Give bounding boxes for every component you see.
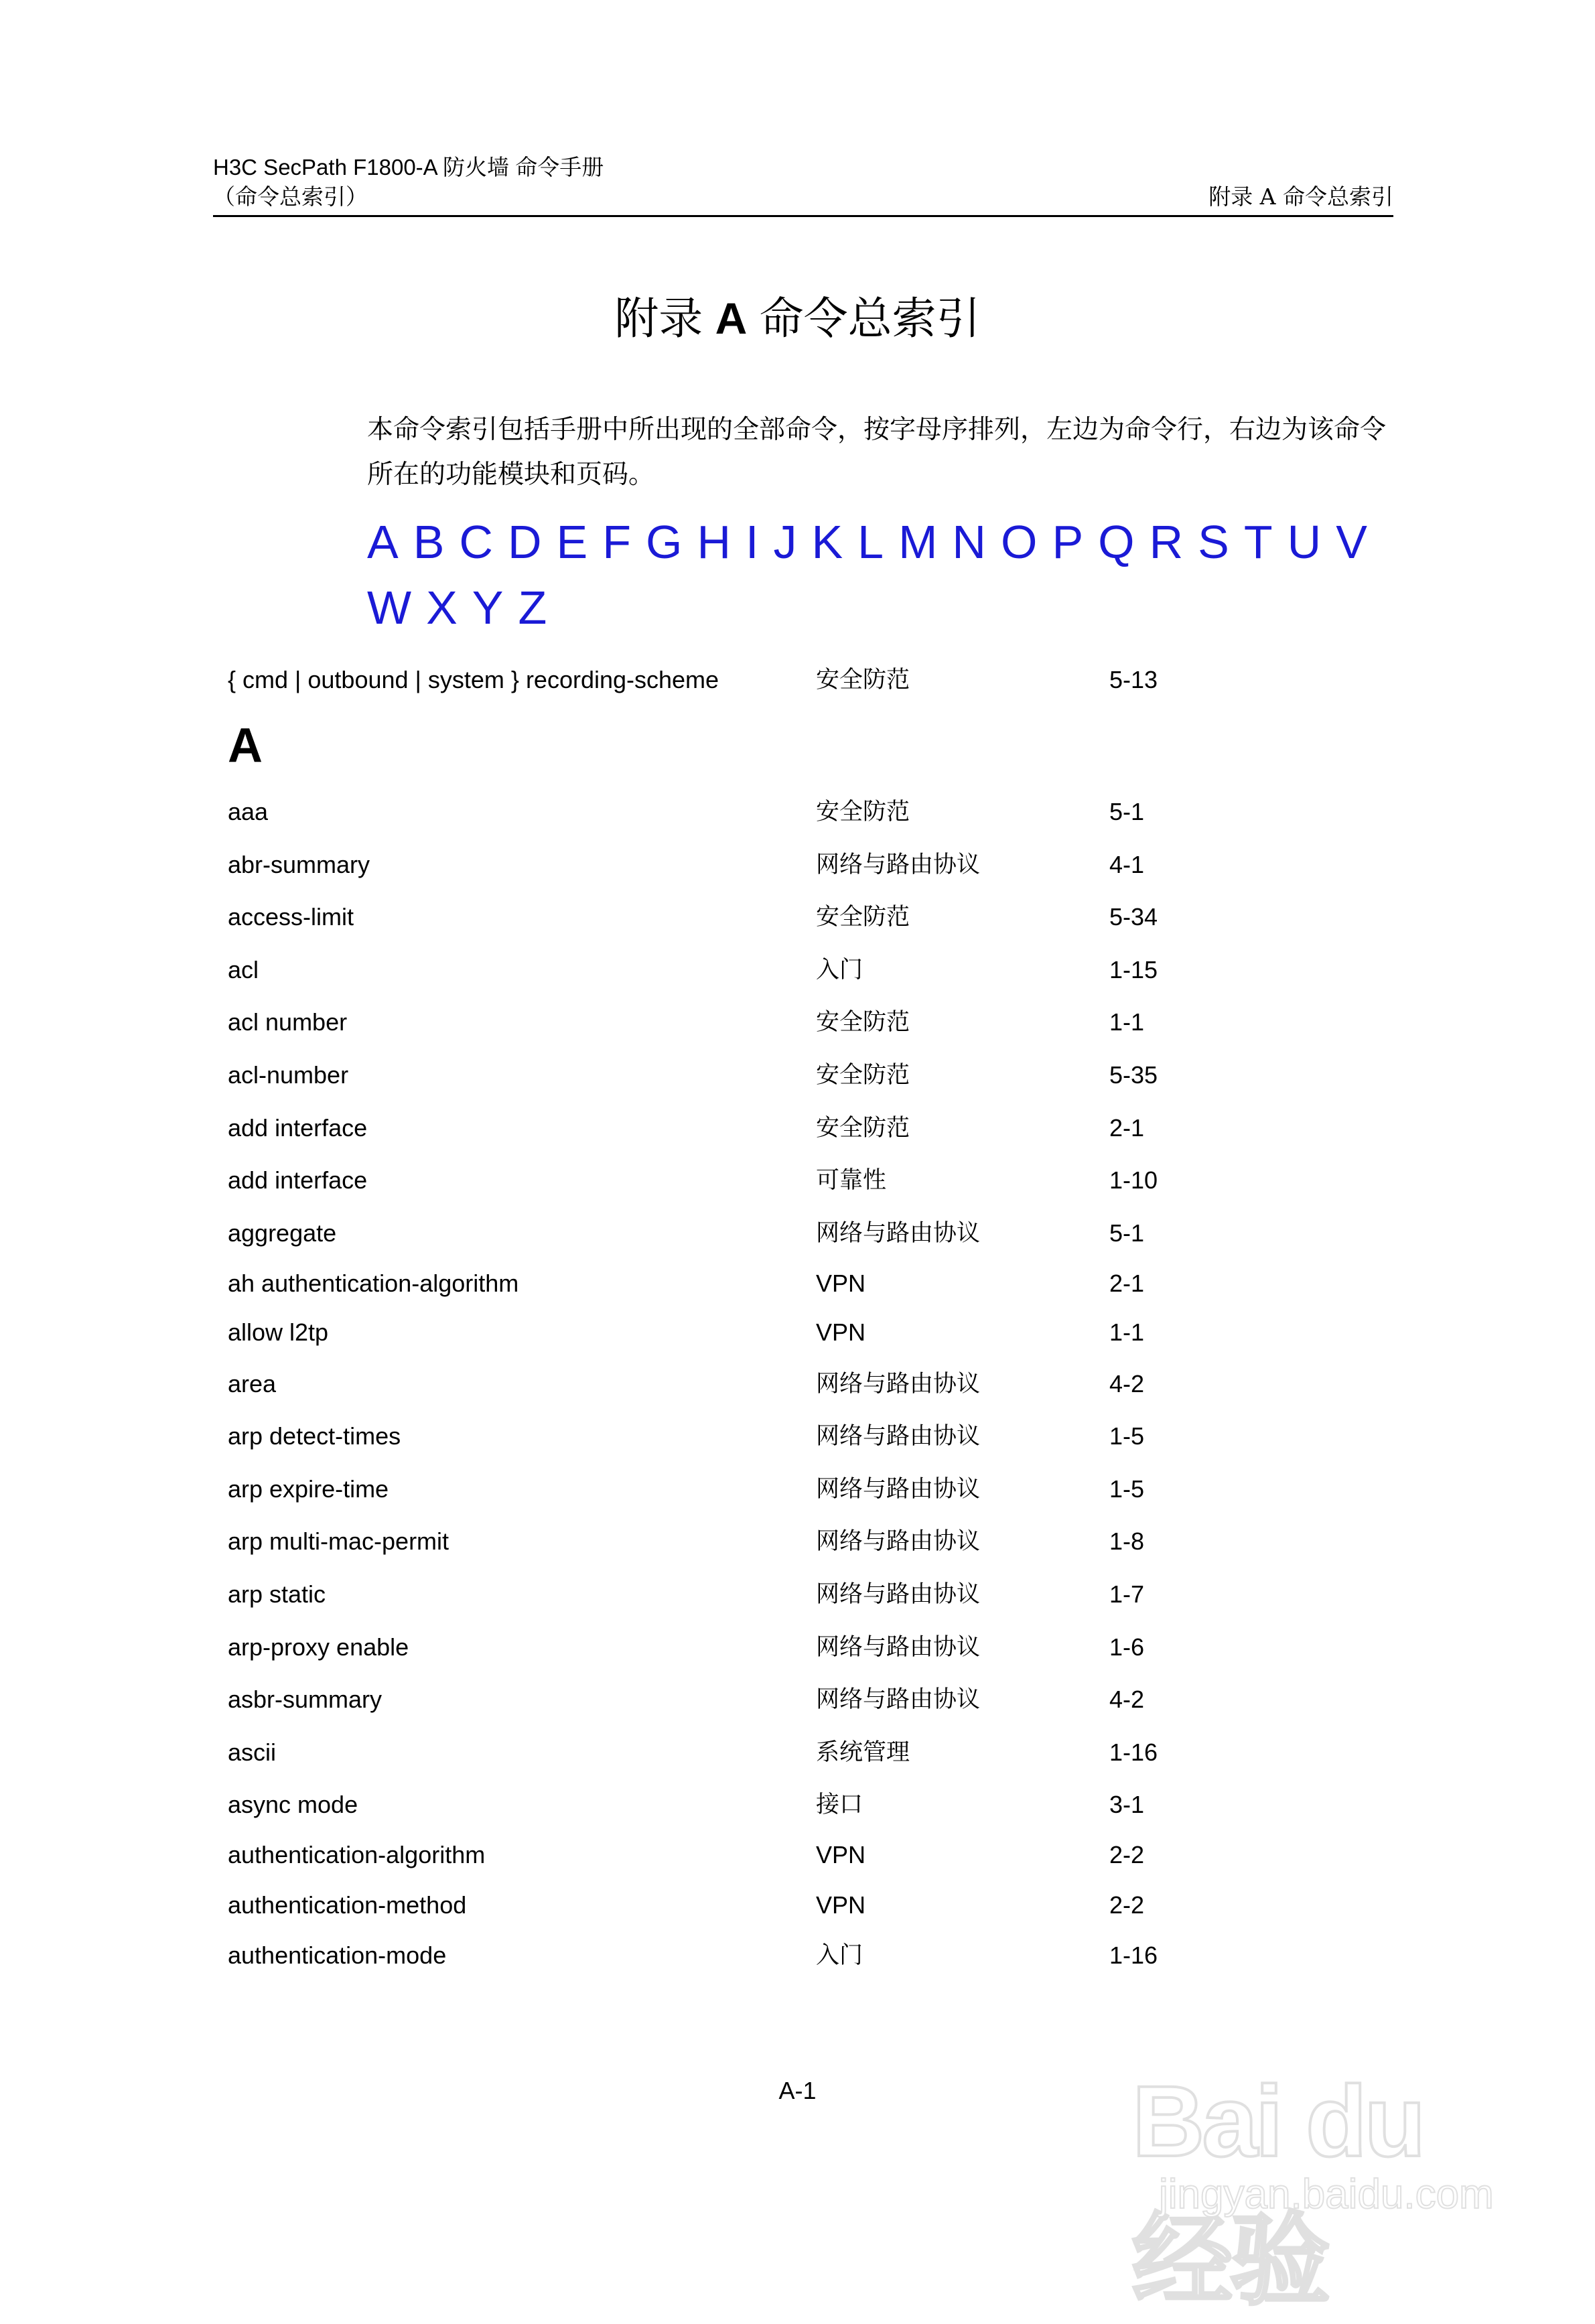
- alphabet-link-t[interactable]: T: [1243, 516, 1273, 568]
- page-number: 5-1: [1109, 1219, 1145, 1247]
- module-name: 安全防范: [816, 1115, 910, 1142]
- page-number: 2-2: [1109, 1891, 1145, 1919]
- page-number: 1-5: [1109, 1475, 1145, 1503]
- module-name: 网络与路由协议: [816, 1220, 981, 1247]
- module-name: 安全防范: [816, 799, 910, 825]
- page-number: 1-1: [1109, 1008, 1145, 1036]
- header-subtitle: （命令总索引）: [213, 184, 368, 210]
- alphabet-link-d[interactable]: D: [507, 516, 542, 568]
- module-name: 入门: [816, 1942, 863, 1969]
- command-name: aaa: [228, 798, 269, 825]
- alphabet-link-p[interactable]: P: [1052, 516, 1084, 568]
- alphabet-link-n[interactable]: N: [952, 516, 986, 568]
- command-name: ah authentication-algorithm: [228, 1270, 519, 1297]
- command-name: acl: [228, 956, 259, 983]
- table-row: [228, 900, 1367, 934]
- alphabet-link-i[interactable]: I: [746, 516, 759, 568]
- command-name: allow l2tp: [228, 1318, 329, 1346]
- alphabet-link-h[interactable]: H: [697, 516, 732, 568]
- page-number: 5-13: [1109, 666, 1158, 693]
- title-letter: A: [715, 293, 748, 343]
- command-name: acl-number: [228, 1061, 349, 1089]
- page-number: 4-2: [1109, 1370, 1145, 1397]
- command-name: authentication-mode: [228, 1941, 447, 1969]
- command-name: arp detect-times: [228, 1422, 401, 1450]
- alphabet-link-y[interactable]: Y: [472, 582, 504, 634]
- module-name: 网络与路由协议: [816, 1423, 981, 1450]
- table-row: [228, 1316, 1367, 1349]
- command-name: authentication-method: [228, 1891, 467, 1919]
- alphabet-index: [367, 509, 1402, 640]
- alphabet-link-j[interactable]: J: [773, 516, 797, 568]
- header-manual-title: H3C SecPath F1800-A 防火墙 命令手册: [213, 155, 604, 180]
- page-number: 2-1: [1109, 1114, 1145, 1142]
- table-row: [228, 1367, 1367, 1401]
- alphabet-link-a[interactable]: A: [367, 516, 399, 568]
- page-footer-number: A-1: [778, 2077, 817, 2104]
- page-number: 1-16: [1109, 1941, 1158, 1969]
- page-number: 3-1: [1109, 1791, 1145, 1818]
- running-header: [213, 153, 1393, 212]
- page-number: 1-8: [1109, 1527, 1145, 1555]
- page-number: 5-35: [1109, 1061, 1158, 1089]
- alphabet-link-s[interactable]: S: [1198, 516, 1229, 568]
- table-row: [228, 1164, 1367, 1197]
- section-heading-a: A: [228, 719, 263, 772]
- module-name: 接口: [816, 1791, 863, 1818]
- module-name: VPN: [816, 1318, 866, 1346]
- alphabet-link-e[interactable]: E: [556, 516, 588, 568]
- alphabet-link-z[interactable]: Z: [518, 582, 547, 634]
- alphabet-link-f[interactable]: F: [602, 516, 631, 568]
- command-name: arp multi-mac-permit: [228, 1527, 449, 1555]
- module-name: 网络与路由协议: [816, 1476, 981, 1503]
- module-name: 网络与路由协议: [816, 1686, 981, 1713]
- page-number: 1-16: [1109, 1738, 1158, 1766]
- table-row: [228, 1473, 1367, 1506]
- module-name: 安全防范: [816, 904, 910, 931]
- module-name: 网络与路由协议: [816, 851, 981, 878]
- watermark-brand: Bai du 经验: [1132, 2065, 1424, 2317]
- table-row: [228, 1217, 1367, 1250]
- page-number: 2-2: [1109, 1841, 1145, 1868]
- command-name: arp-proxy enable: [228, 1633, 409, 1661]
- table-row: [228, 1788, 1367, 1822]
- module-name: 网络与路由协议: [816, 1371, 981, 1397]
- alphabet-link-k[interactable]: K: [811, 516, 843, 568]
- table-row: [228, 1420, 1367, 1453]
- page-number: 4-2: [1109, 1686, 1145, 1713]
- index-row-first: [228, 663, 1367, 697]
- table-row: [228, 1525, 1367, 1558]
- table-row: [228, 1838, 1367, 1872]
- page-number: 1-7: [1109, 1580, 1145, 1608]
- command-name: add interface: [228, 1114, 368, 1142]
- page-number: 1-6: [1109, 1633, 1145, 1661]
- alphabet-link-v[interactable]: V: [1336, 516, 1367, 568]
- baidu-watermark: [1132, 2010, 1507, 2317]
- command-name: arp static: [228, 1580, 326, 1608]
- alphabet-link-m[interactable]: M: [898, 516, 938, 568]
- command-name: asbr-summary: [228, 1686, 383, 1713]
- page-number: 2-1: [1109, 1270, 1145, 1297]
- alphabet-link-u[interactable]: U: [1287, 516, 1322, 568]
- page-number: 1-10: [1109, 1166, 1158, 1194]
- page-number: 5-1: [1109, 798, 1145, 825]
- page-number: 4-1: [1109, 851, 1145, 878]
- alphabet-link-g[interactable]: G: [646, 516, 683, 568]
- module-name: 网络与路由协议: [816, 1634, 981, 1661]
- watermark-url: jingyan.baidu.com: [1159, 2171, 1494, 2217]
- title-suffix: 命令总索引: [759, 293, 981, 344]
- page-number: 1-5: [1109, 1422, 1145, 1450]
- alphabet-link-w[interactable]: W: [367, 582, 412, 634]
- module-name: 可靠性: [816, 1167, 887, 1194]
- command-name: add interface: [228, 1166, 368, 1194]
- module-name: 安全防范: [816, 1009, 910, 1036]
- module-name: 网络与路由协议: [816, 1528, 981, 1555]
- table-row: [228, 1006, 1367, 1039]
- alphabet-link-q[interactable]: Q: [1098, 516, 1135, 568]
- module-name: VPN: [816, 1270, 866, 1297]
- module-name: 网络与路由协议: [816, 1581, 981, 1608]
- table-row: [228, 1058, 1367, 1092]
- table-row: [228, 1736, 1367, 1769]
- module-name: VPN: [816, 1891, 866, 1919]
- command-name: authentication-algorithm: [228, 1841, 486, 1868]
- title-prefix: 附录: [614, 293, 703, 344]
- table-row: [228, 1683, 1367, 1716]
- table-row: [228, 953, 1367, 987]
- page-number: 1-15: [1109, 956, 1158, 983]
- command-name: ascii: [228, 1738, 277, 1766]
- module-name: VPN: [816, 1841, 866, 1868]
- alphabet-link-r[interactable]: R: [1149, 516, 1184, 568]
- alphabet-link-o[interactable]: O: [1000, 516, 1038, 568]
- command-name: aggregate: [228, 1219, 337, 1247]
- command-name: area: [228, 1370, 277, 1397]
- module-name: 安全防范: [816, 667, 910, 693]
- alphabet-link-l[interactable]: L: [857, 516, 884, 568]
- page-number: 1-1: [1109, 1318, 1145, 1346]
- alphabet-link-b[interactable]: B: [413, 516, 445, 568]
- alphabet-link-x[interactable]: X: [426, 582, 458, 634]
- table-row: [228, 1939, 1367, 1972]
- table-row: [228, 795, 1367, 829]
- module-name: 安全防范: [816, 1062, 910, 1089]
- table-row: [228, 1111, 1367, 1145]
- intro-paragraph: 本命令索引包括手册中所出现的全部命令，按字母序排列，左边为命令行，右边为该命令所在的功能模块和页码。: [367, 415, 1387, 490]
- page-number: 5-34: [1109, 903, 1158, 931]
- command-name: access-limit: [228, 903, 354, 931]
- table-row: [228, 1631, 1367, 1664]
- command-name: async mode: [228, 1791, 358, 1818]
- table-row: [228, 1267, 1367, 1300]
- command-name: acl number: [228, 1008, 348, 1036]
- table-row: [228, 848, 1367, 882]
- command-name: arp expire-time: [228, 1475, 389, 1503]
- command-name: abr-summary: [228, 851, 370, 878]
- command-name: { cmd | outbound | system } recording-scheme: [228, 666, 719, 693]
- alphabet-link-c[interactable]: C: [459, 516, 493, 568]
- table-row: [228, 1889, 1367, 1922]
- page-title: [0, 288, 1595, 349]
- header-divider: [213, 215, 1393, 217]
- module-name: 系统管理: [816, 1739, 910, 1766]
- module-name: 入门: [816, 957, 863, 983]
- table-row: [228, 1578, 1367, 1611]
- header-chapter: 附录 A 命令总索引: [1208, 184, 1393, 210]
